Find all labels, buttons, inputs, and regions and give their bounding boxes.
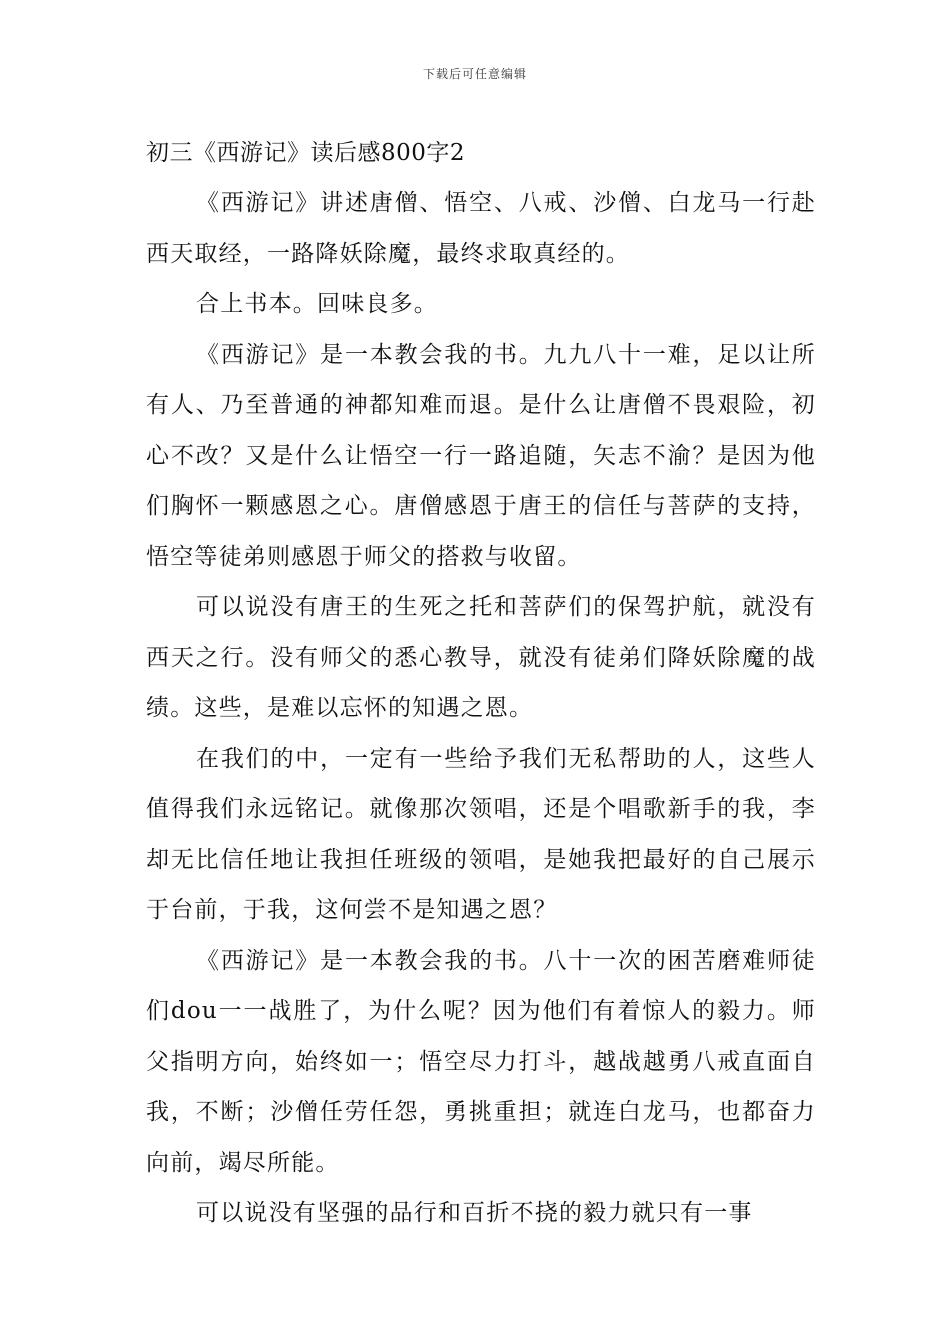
paragraph-6: 《西游记》是一本教会我的书。八十一次的困苦磨难师徒们dou一一战胜了，为什么呢？因为他们有着惊人的毅力。师父指明方向，始终如一；悟空尽力打斗，越战越勇八戒直面自我，不断；沙僧任劳任怨，勇挑重担；就连白龙马，也都奋力向前，竭尽所能。 [146, 947, 816, 1176]
paragraph-7: 可以说没有坚强的品行和百折不挠的毅力就只有一事 [196, 1200, 753, 1226]
paragraph-2: 合上书本。回味良多。 [196, 291, 438, 317]
paragraph-4: 可以说没有唐王的生死之托和菩萨们的保驾护航，就没有西天之行。没有师父的悉心教导，就没有徒弟们降妖除魔的战绩。这些，是难以忘怀的知遇之恩。 [146, 594, 816, 721]
document-title: 初三《西游记》读后感800字2 [146, 140, 466, 166]
paragraph-3: 《西游记》是一本教会我的书。九九八十一难，足以让所有人、乃至普通的神都知难而退。是什么让唐僧不畏艰险，初心不改？又是什么让悟空一行一路追随，矢志不渝？是因为他们胸怀一颗感恩之心。唐僧感恩于唐王的信任与菩萨的支持，悟空等徒弟则感恩于师父的搭救与收留。 [146, 341, 816, 570]
document-body [146, 128, 816, 1239]
paragraph-1: 《西游记》讲述唐僧、悟空、八戒、沙僧、白龙马一行赴西天取经，一路降妖除魔，最终求取真经的。 [146, 190, 816, 267]
paragraph-5: 在我们的中，一定有一些给予我们无私帮助的人，这些人值得我们永远铭记。就像那次领唱，还是个唱歌新手的我，李却无比信任地让我担任班级的领唱，是她我把最好的自己展示于台前，于我，这何尝不是知遇之恩？ [146, 745, 816, 923]
page-header-note: 下载后可任意编辑 [422, 67, 527, 81]
